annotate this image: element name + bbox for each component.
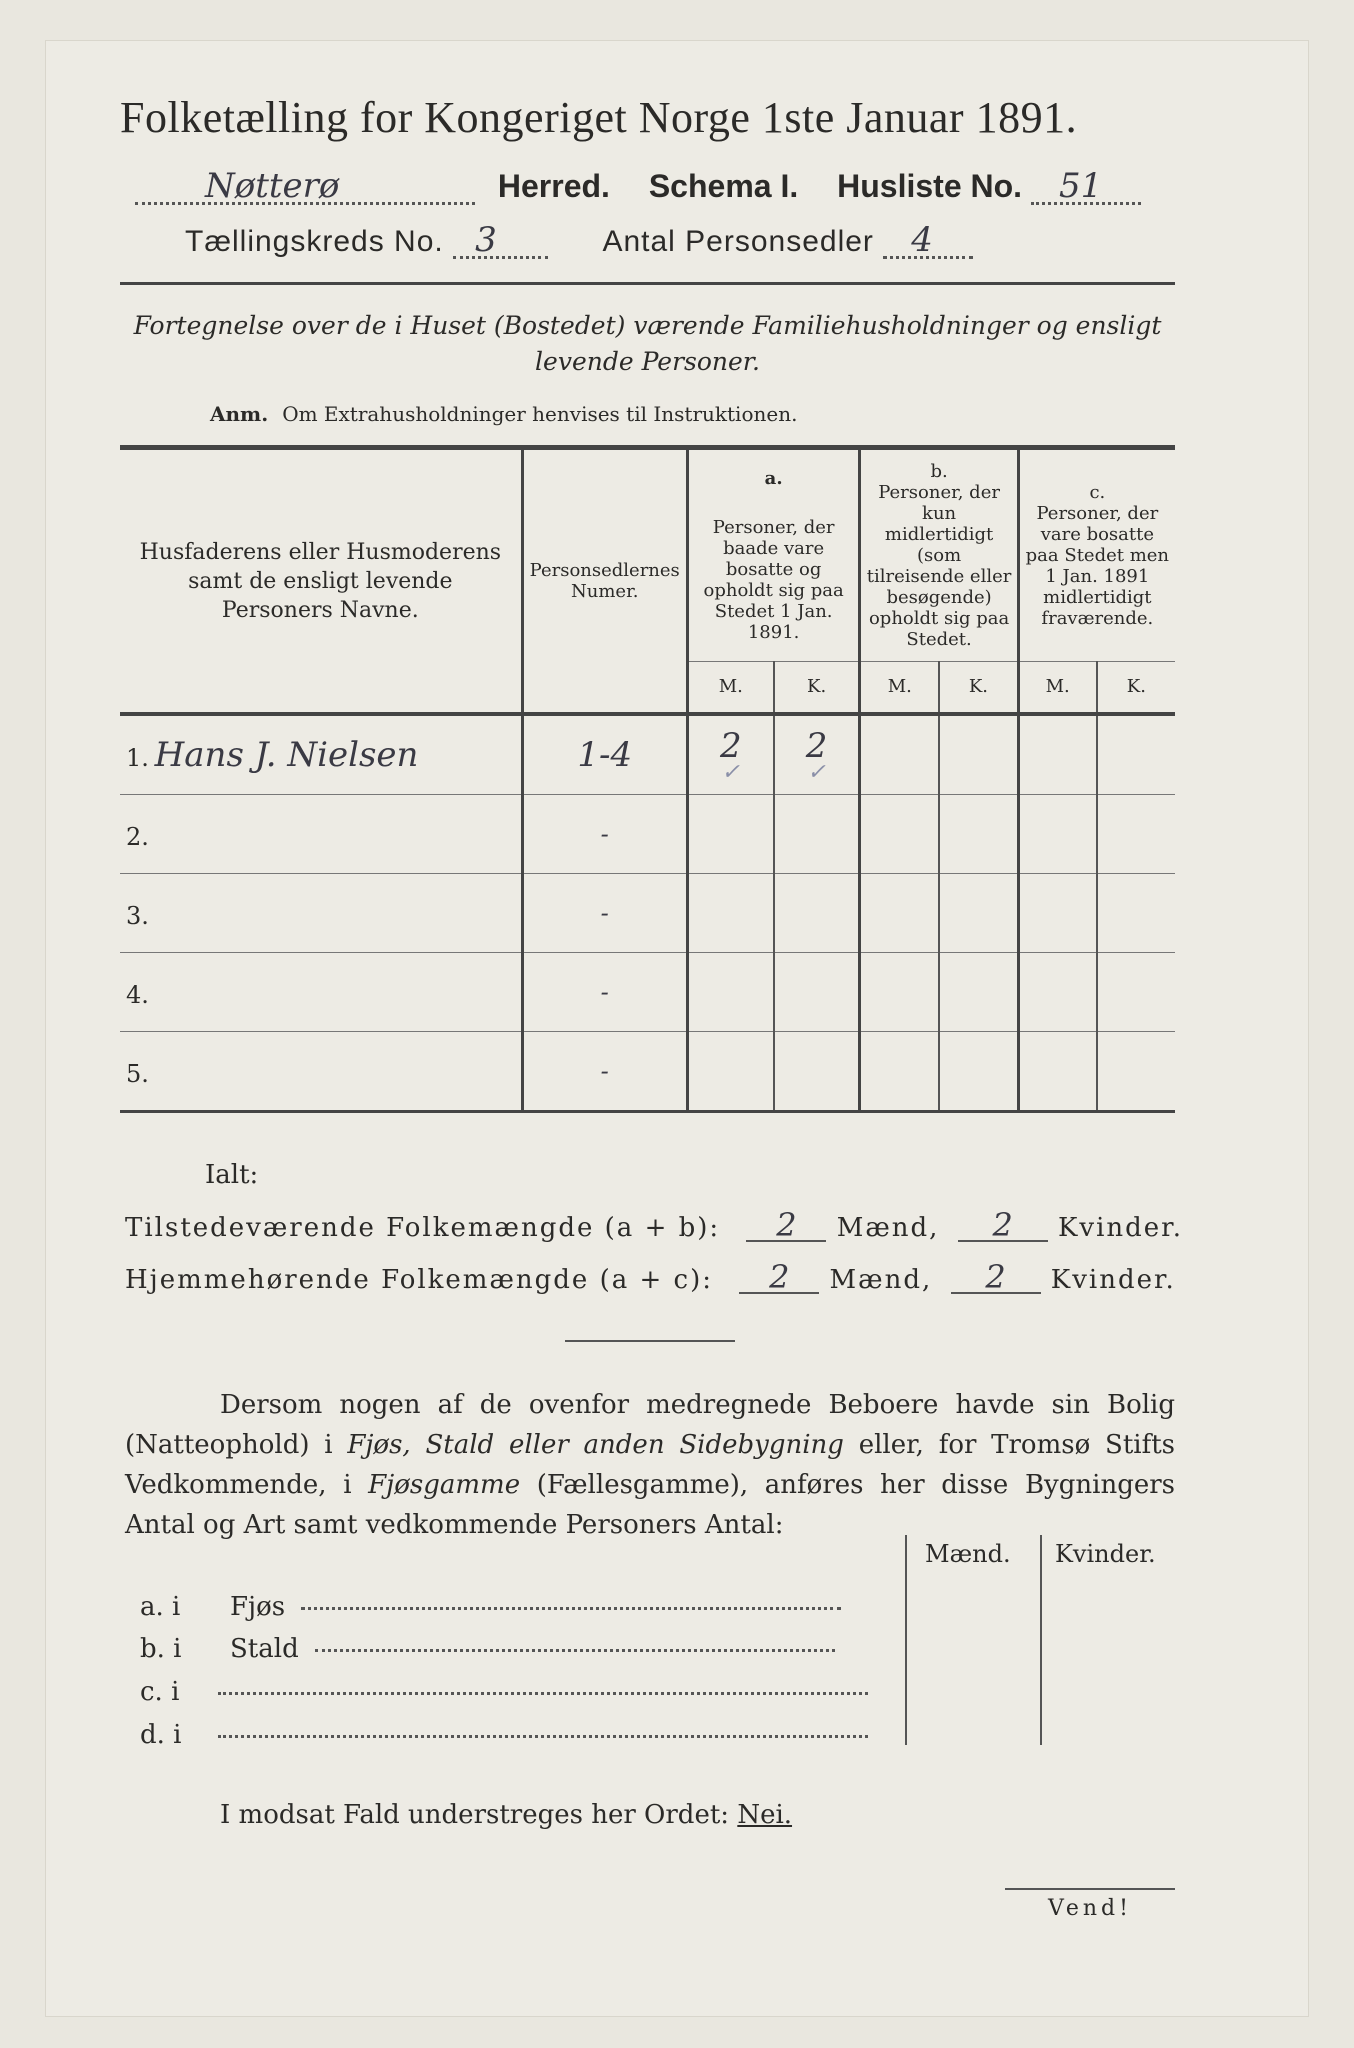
b-m-cell: [860, 714, 939, 795]
vend-label: Vend!: [1005, 1888, 1175, 1921]
hjemme-maend: 2: [739, 1262, 819, 1294]
husliste-value: 51: [1058, 166, 1103, 206]
form-title: Folketælling for Kongeriget Norge 1ste Januar 1891.: [120, 93, 1078, 142]
a-m-cell: [687, 874, 773, 953]
b-k-cell: [939, 714, 1018, 795]
b-m-cell: [860, 874, 939, 953]
header-rule: [120, 282, 1175, 285]
sidebygning-paragraph: Dersom nogen af de ovenfor medregnede Beboere havde sin Bolig (Natteophold) i Fjøs, Stald eller anden Sidebygning eller, for Tromsø Stifts Vedkommende, i Fjøsgamme (Fællesgamme), anføres her disse Bygningers Antal og Art samt vedkommende Personers Antal:: [125, 1390, 1175, 1540]
b-k-header: K.: [939, 661, 1018, 714]
table-row: [120, 1032, 1175, 1112]
tilstede-label: Tilstedeværende Folkemængde (a + b):: [125, 1213, 721, 1243]
group-c-letter: c.: [1089, 481, 1106, 503]
a-m-cell: [687, 1032, 773, 1112]
anm-label: Anm.: [210, 402, 269, 426]
group-b-text: Personer, der kun midlertidigt (som tilreisende eller besøgende) opholdt sig paa Stedet.: [866, 481, 1012, 650]
kreds-value: 3: [475, 220, 498, 260]
building-row: b. i Stald: [140, 1634, 835, 1664]
name-cell: 5.: [120, 1032, 522, 1112]
b-k-cell: [939, 874, 1018, 953]
a-k-cell: 2 ✓: [774, 714, 860, 795]
c-k-cell: [1097, 795, 1175, 874]
a-m-header: M.: [687, 661, 773, 714]
schema-label: Schema I.: [648, 168, 799, 204]
a-m-cell: 2 ✓: [687, 714, 773, 795]
numer-cell: -: [522, 1032, 687, 1112]
a-m-cell: [687, 795, 773, 874]
kreds-row: [185, 220, 973, 260]
c-m-cell: [1018, 1032, 1097, 1112]
name-cell: 2.: [120, 795, 522, 874]
table-row: [120, 953, 1175, 1032]
herred-value: Nøtterø: [205, 166, 340, 206]
building-row: c. i: [140, 1677, 868, 1707]
herred-row: [135, 168, 1141, 205]
table-row: [120, 874, 1175, 953]
b-k-cell: [939, 795, 1018, 874]
group-a-text: Personer, der baade vare bosatte og opholdt sig paa Stedet 1 Jan. 1891.: [703, 516, 844, 643]
numer-cell: 1-4: [522, 714, 687, 795]
grid-line: [905, 1535, 907, 1745]
c-k-header: K.: [1097, 661, 1175, 714]
tilstede-row: Tilstedeværende Folkemængde (a + b): 2 Mænd, 2 Kvinder.: [125, 1206, 1184, 1244]
c-k-cell: [1097, 714, 1175, 795]
group-a-letter: a.: [764, 467, 783, 489]
group-b-letter: b.: [930, 460, 948, 482]
b-m-header: M.: [860, 661, 939, 714]
name-cell: 3.: [120, 874, 522, 953]
b-m-cell: [860, 1032, 939, 1112]
c-m-cell: [1018, 874, 1097, 953]
c-m-cell: [1018, 953, 1097, 1032]
anm-text: Om Extrahusholdninger henvises til Instruktionen.: [282, 402, 798, 426]
kvinder-header: Kvinder.: [1055, 1540, 1156, 1568]
a-k-cell: [774, 953, 860, 1032]
table-row: [120, 714, 1175, 795]
header-group-a: [687, 448, 860, 662]
header-group-c: [1018, 448, 1175, 662]
herred-label: Herred.: [497, 168, 610, 204]
divider: [565, 1340, 735, 1342]
numer-cell: -: [522, 953, 687, 1032]
check-mark: ✓: [807, 759, 826, 785]
maend-header: Mænd.: [925, 1540, 1011, 1568]
c-m-cell: [1018, 795, 1097, 874]
c-k-cell: [1097, 874, 1175, 953]
husliste-label: Husliste No.: [837, 168, 1023, 204]
personsedler-value: 4: [911, 220, 934, 260]
b-k-cell: [939, 953, 1018, 1032]
numer-cell: -: [522, 795, 687, 874]
grid-line: [1040, 1535, 1042, 1745]
personsedler-label: Antal Personsedler: [602, 225, 874, 258]
buildings-grid: [905, 1535, 1175, 1745]
c-k-cell: [1097, 953, 1175, 1032]
b-k-cell: [939, 1032, 1018, 1112]
hjemme-row: Hjemmehørende Folkemængde (a + c): 2 Mænd, 2 Kvinder.: [125, 1258, 1176, 1296]
a-k-cell: [774, 874, 860, 953]
building-row: d. i: [140, 1720, 868, 1750]
hjemme-label: Hjemmehørende Folkemængde (a + c):: [125, 1265, 713, 1295]
b-m-cell: [860, 795, 939, 874]
header-group-b: [860, 448, 1018, 662]
c-m-cell: [1018, 714, 1097, 795]
c-m-header: M.: [1018, 661, 1097, 714]
check-mark: ✓: [721, 759, 740, 785]
nei-word: Nei.: [737, 1800, 793, 1830]
a-m-cell: [687, 953, 773, 1032]
building-row: a. i Fjøs: [140, 1592, 841, 1622]
numer-cell: -: [522, 874, 687, 953]
tilstede-maend: 2: [746, 1210, 826, 1242]
tilstede-kvinder: 2: [958, 1210, 1048, 1242]
table-row: [120, 795, 1175, 874]
ialt-label: Ialt:: [205, 1160, 259, 1190]
kreds-label: Tællingskreds No.: [185, 225, 444, 258]
anm-note: [210, 402, 797, 426]
description: Fortegnelse over de i Huset (Bostedet) værende Familiehusholdninger og ensligt levende Personer.: [133, 311, 1162, 376]
a-k-cell: [774, 795, 860, 874]
a-k-header: K.: [774, 661, 860, 714]
name-cell: 4.: [120, 953, 522, 1032]
modsat-line: I modsat Fald understreges her Ordet: Nei.: [220, 1800, 793, 1830]
census-table: [120, 445, 1175, 1113]
a-k-cell: [774, 1032, 860, 1112]
hjemme-kvinder: 2: [951, 1262, 1041, 1294]
header-names: Husfaderens eller Husmoderens samt de ensligt levende Personers Navne.: [120, 448, 522, 715]
b-m-cell: [860, 953, 939, 1032]
group-c-text: Personer, der vare bosatte paa Stedet men 1 Jan. 1891 midlertidigt fraværende.: [1025, 502, 1170, 629]
name-cell: 1. Hans J. Nielsen: [120, 714, 522, 795]
c-k-cell: [1097, 1032, 1175, 1112]
row-name: Hans J. Nielsen: [154, 735, 419, 775]
header-numer: Personsedlernes Numer.: [522, 448, 687, 715]
